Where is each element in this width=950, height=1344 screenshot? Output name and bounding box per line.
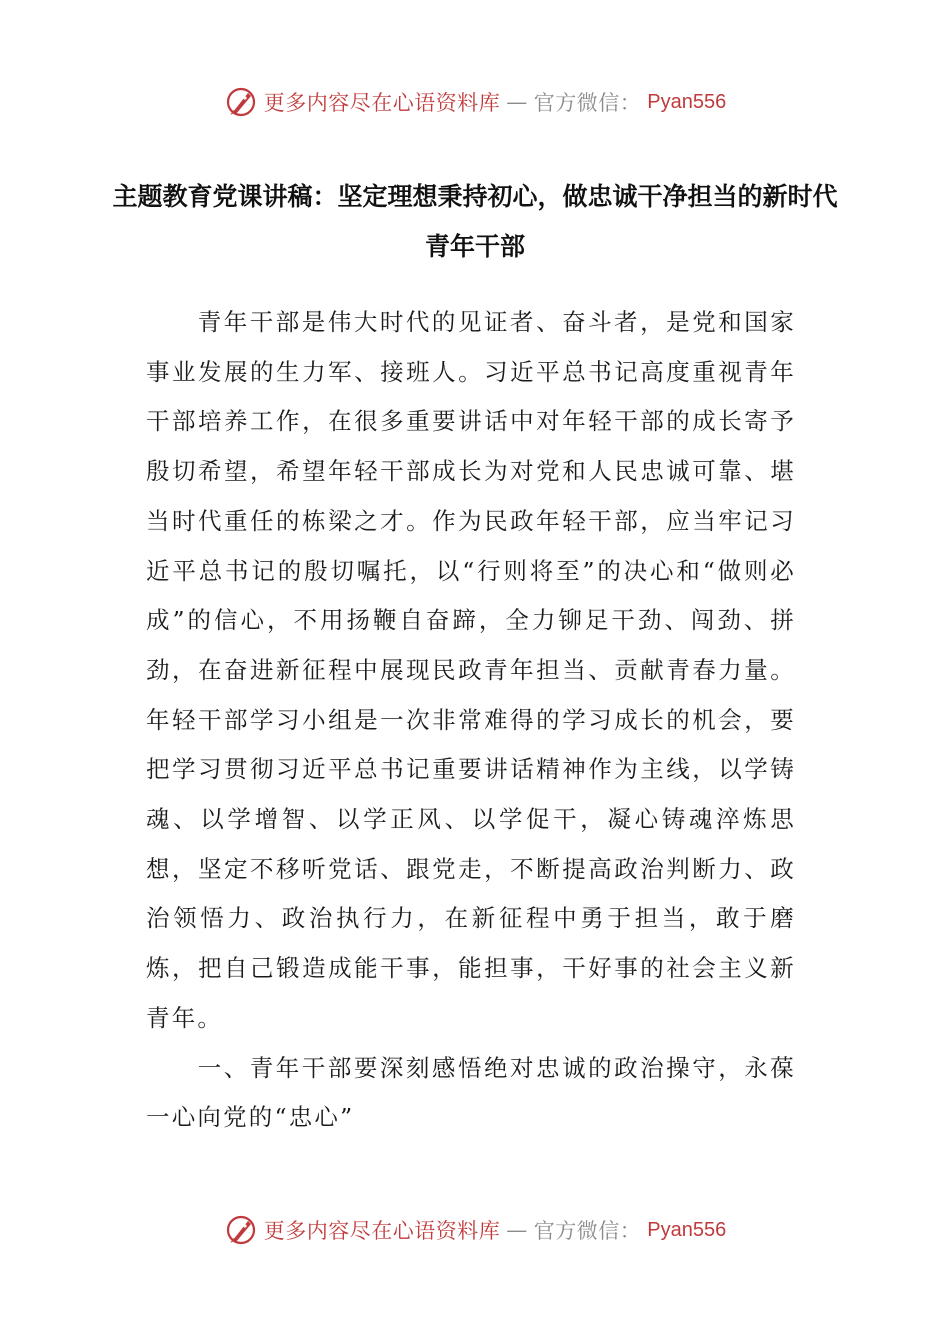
pen-nib-circle-icon: [224, 1213, 258, 1247]
brand-text: 更多内容尽在心语资料库: [263, 1219, 501, 1243]
paragraph: 一、青年干部要深刻感悟绝对忠诚的政治操守，永葆一心向党的“忠心”: [146, 1053, 796, 1132]
brand-text: 更多内容尽在心语资料库: [263, 91, 501, 115]
separator: —: [506, 90, 528, 114]
pen-nib-circle-icon: [224, 85, 258, 119]
contact-label: 官方微信：: [533, 1219, 642, 1243]
contact-id: Pyan556: [647, 1218, 727, 1241]
separator: —: [506, 1218, 528, 1242]
header-banner: [0, 82, 950, 122]
contact-label: 官方微信：: [533, 91, 642, 115]
contact-id: Pyan556: [647, 90, 727, 113]
document-title: 主题教育党课讲稿：坚定理想秉持初心，做忠诚干净担当的新时代青年干部: [112, 182, 838, 261]
footer-banner: [0, 1210, 950, 1250]
paragraph: 青年干部是伟大时代的见证者、奋斗者，是党和国家事业发展的生力军、接班人。习近平总书记高度重视青年干部培养工作，在很多重要讲话中对年轻干部的成长寄予殷切希望，希望年轻干部成长为对党和人民忠诚可靠、堪当时代重任的栋梁之才。作为民政年轻干部，应当牢记习近平总书记的殷切嘱托，以“行则将至”的决心和“做则必成”的信心，不用扬鞭自奋蹄，全力铆足干劲、闯劲、拼劲，在奋进新征程中展现民政青年担当、贡献青春力量。年轻干部学习小组是一次非常难得的学习成长的机会，要把学习贯彻习近平总书记重要讲话精神作为主线，以学铸魂、以学增智、以学正风、以学促干，凝心铸魂淬炼思想，坚定不移听党话、跟党走，不断提高政治判断力、政治领悟力、政治执行力，在新征程中勇于担当，敢于磨炼，把自己锻造成能干事，能担事，干好事的社会主义新青年。: [146, 308, 796, 1032]
document-body: [146, 298, 796, 1143]
